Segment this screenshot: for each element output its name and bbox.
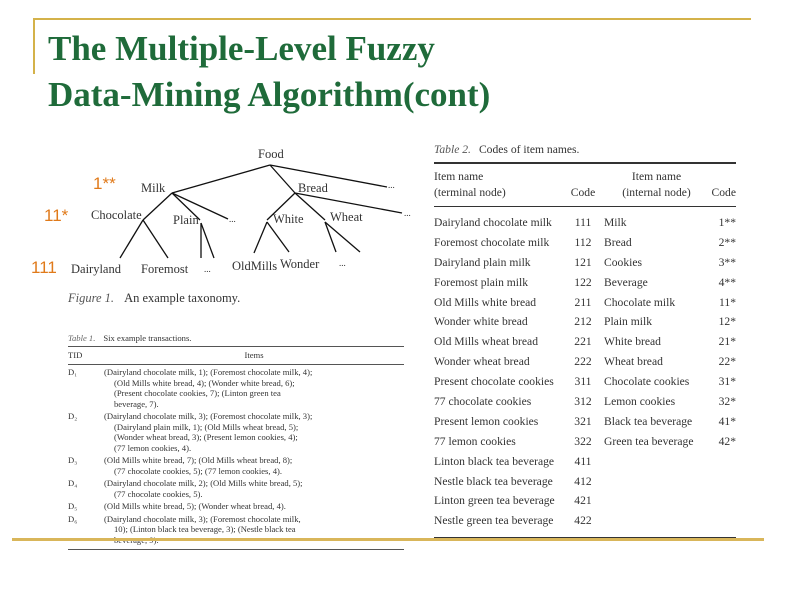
items-line: (Dairyland chocolate milk, 3); (Foremost chocolate milk, — [104, 513, 301, 524]
internal-code-cell — [709, 452, 736, 472]
table2-caption-text: Codes of item names. — [478, 143, 580, 156]
items-cell — [104, 367, 404, 409]
taxonomy-figure — [0, 0, 420, 320]
table1-caption-text: Six example transactions. — [103, 333, 192, 343]
node-white: White — [273, 212, 304, 226]
level-code-3: 111 — [31, 258, 57, 277]
header-internal-node — [599, 169, 709, 201]
terminal-code-cell: 212 — [574, 315, 592, 329]
internal-code-cell: 3** — [718, 255, 736, 269]
header-line: Item name — [434, 169, 484, 183]
node-plain: Plain — [173, 213, 199, 227]
header-line: (terminal node) — [434, 185, 506, 199]
internal-name-cell — [599, 511, 709, 531]
terminal-name-cell: Present chocolate cookies — [434, 375, 554, 389]
terminal-name-cell: Nestle black tea beverage — [434, 474, 553, 488]
terminal-name-cell: Dairyland chocolate milk — [434, 216, 552, 229]
internal-code-cell: 2** — [718, 235, 736, 249]
terminal-name-cell: Present lemon cookies — [434, 414, 539, 428]
terminal-code-cell: 312 — [574, 395, 592, 409]
internal-code-cell: 22* — [718, 355, 736, 369]
terminal-code-cell: 121 — [574, 255, 592, 269]
table1-header-rule — [68, 364, 404, 365]
internal-code-cell: 4** — [718, 275, 736, 289]
terminal-code-cell: 221 — [574, 335, 592, 349]
items-line: (77 lemon cookies, 4). — [114, 442, 192, 453]
table-row — [68, 367, 404, 409]
terminal-name-cell: Foremost plain milk — [434, 275, 529, 289]
header-code-internal: Code — [711, 185, 736, 199]
internal-name-cell: Milk — [604, 216, 627, 229]
title-line-2: Data-Mining Algorithm(cont) — [48, 75, 491, 114]
items-cell — [104, 501, 404, 512]
internal-code-cell — [709, 511, 736, 531]
node-bread: Bread — [298, 181, 328, 195]
node-wheat: Wheat — [330, 210, 363, 224]
table-row — [434, 233, 736, 253]
tid-cell: D₂ — [68, 411, 78, 421]
internal-name-cell: Chocolate milk — [604, 295, 676, 309]
header-terminal-node — [434, 169, 567, 201]
internal-code-cell: 41* — [718, 414, 736, 428]
node-food: Food — [258, 147, 284, 161]
terminal-code-cell: 421 — [574, 494, 592, 508]
header-code: Code — [570, 185, 596, 199]
table-row — [434, 253, 736, 273]
tid-cell: D₃ — [68, 455, 78, 465]
table1-header-tid: TID — [68, 350, 83, 360]
table-row — [434, 332, 736, 352]
items-line: (Dairyland chocolate milk, 2); (Old Mills white bread, 5); — [104, 478, 303, 488]
items-line: (Old Mills white bread, 4); (Wonder white bread, 6); — [114, 377, 295, 388]
terminal-code-cell: 422 — [574, 514, 592, 528]
table-row — [434, 213, 736, 233]
table-item-codes — [434, 143, 736, 539]
table-row — [434, 412, 736, 432]
terminal-code-cell: 322 — [574, 434, 592, 448]
items-line: (Dairyland chocolate milk, 3); (Foremost chocolate milk, 3); — [104, 411, 313, 421]
items-line: (Dairyland chocolate milk, 1); (Foremost chocolate milk, 4); — [104, 367, 313, 377]
terminal-code-cell: 412 — [574, 474, 592, 488]
table-row — [434, 511, 736, 531]
table-row — [68, 411, 404, 453]
header-line: Item name — [631, 169, 682, 183]
terminal-code-cell: 122 — [574, 275, 592, 289]
level-code-2: 11* — [44, 206, 69, 225]
internal-name-cell: Plain milk — [604, 315, 652, 329]
header-line: (internal node) — [622, 185, 691, 199]
internal-name-cell: Green tea beverage — [604, 434, 694, 448]
tid-cell: D₆ — [68, 513, 78, 524]
internal-name-cell: Chocolate cookies — [604, 375, 690, 389]
terminal-name-cell: Linton green tea beverage — [434, 494, 555, 508]
internal-name-cell: White bread — [604, 335, 661, 349]
tid-cell: D₄ — [68, 478, 78, 488]
title-line-1: The Multiple-Level Fuzzy — [48, 29, 435, 68]
table-row — [68, 478, 404, 499]
figure-caption-label: Figure 1. — [68, 291, 115, 305]
terminal-name-cell: Dairyland plain milk — [434, 255, 531, 269]
node-wheat-more: ... — [339, 258, 346, 268]
table-row — [68, 455, 404, 476]
terminal-name-cell: Linton black tea beverage — [434, 454, 555, 468]
table-row — [434, 352, 736, 372]
table1-caption — [68, 333, 404, 343]
terminal-name-cell: 77 lemon cookies — [434, 434, 516, 448]
terminal-name-cell: 77 chocolate cookies — [434, 395, 532, 409]
internal-name-cell: Bread — [604, 235, 632, 249]
figure-caption-text: An example taxonomy. — [124, 291, 241, 305]
terminal-name-cell: Nestle green tea beverage — [434, 514, 554, 528]
terminal-code-cell: 222 — [574, 355, 592, 369]
node-foremost: Foremost — [141, 262, 189, 276]
terminal-name-cell: Wonder wheat bread — [434, 355, 530, 369]
table-transactions — [68, 333, 404, 550]
internal-code-cell — [709, 491, 736, 511]
internal-code-cell: 12* — [718, 315, 736, 329]
table1-caption-label: Table 1. — [68, 333, 96, 343]
items-line: (Wonder wheat bread, 3); (Present lemon cookies, 4); — [114, 432, 298, 442]
table-row — [434, 452, 736, 472]
node-plain-more: ... — [204, 264, 211, 274]
table-row — [434, 372, 736, 392]
node-milk-more: ... — [229, 214, 236, 224]
tid-cell: D₁ — [68, 367, 78, 377]
items-line: (77 chocolate cookies, 5); (77 lemon cookies, 4). — [114, 465, 283, 476]
table2-body — [434, 207, 736, 537]
items-line: (Old Mills white bread, 7); (Old Mills wheat bread, 8); — [104, 455, 293, 465]
node-chocolate: Chocolate — [91, 208, 142, 222]
bottom-decorative-rule — [12, 538, 764, 541]
internal-name-cell: Beverage — [604, 275, 648, 289]
tid-cell: D₅ — [68, 501, 78, 511]
table1-header-items: Items — [244, 350, 264, 360]
table-row — [434, 392, 736, 412]
items-line: (Dairyland plain milk, 1); (Old Mills wheat bread, 5); — [114, 421, 299, 432]
items-line: 10); (Linton black tea beverage, 3); (Nestle black tea — [114, 524, 296, 534]
internal-code-cell: 21* — [718, 335, 736, 349]
table1-header — [68, 347, 404, 364]
terminal-code-cell: 111 — [574, 216, 592, 229]
table-row — [434, 273, 736, 293]
items-line: beverage, 7). — [114, 398, 159, 409]
terminal-code-cell: 311 — [574, 375, 592, 389]
table2-caption — [434, 143, 736, 156]
internal-name-cell — [599, 472, 709, 492]
node-root-more: ... — [388, 180, 395, 190]
node-wonder: Wonder — [280, 257, 320, 271]
internal-code-cell: 11* — [719, 295, 736, 309]
terminal-code-cell: 411 — [574, 454, 592, 468]
table-row — [434, 293, 736, 313]
terminal-code-cell: 112 — [574, 235, 592, 249]
table-row — [68, 501, 404, 512]
figure-caption — [68, 291, 240, 306]
table1-bottom-rule — [68, 549, 404, 550]
terminal-code-cell: 211 — [574, 295, 592, 309]
table2-caption-label: Table 2. — [434, 143, 471, 156]
node-milk: Milk — [141, 181, 166, 195]
table-row — [434, 312, 736, 332]
internal-code-cell: 31* — [718, 375, 736, 389]
internal-name-cell: Wheat bread — [604, 355, 663, 369]
table-row — [434, 491, 736, 511]
terminal-name-cell: Foremost chocolate milk — [434, 235, 550, 249]
internal-name-cell — [599, 452, 709, 472]
node-dairyland: Dairyland — [71, 262, 121, 276]
internal-code-cell: 32* — [718, 395, 736, 409]
internal-code-cell: 1** — [718, 216, 736, 229]
items-line: (Present chocolate cookies, 7); (Linton green tea — [114, 388, 281, 398]
level-code-1: 1** — [93, 174, 116, 193]
table-row — [434, 432, 736, 452]
node-oldmills: OldMills — [232, 259, 278, 273]
internal-name-cell: Cookies — [604, 255, 643, 269]
table-row — [434, 472, 736, 492]
items-cell — [104, 478, 404, 499]
internal-name-cell — [599, 491, 709, 511]
items-cell — [104, 411, 404, 453]
internal-name-cell: Lemon cookies — [604, 395, 676, 409]
terminal-name-cell: Old Mills wheat bread — [434, 335, 538, 349]
items-cell — [104, 455, 404, 476]
internal-code-cell: 42* — [718, 434, 736, 448]
items-line: (Old Mills white bread, 5); (Wonder wheat bread, 4). — [104, 501, 286, 511]
table2-header — [434, 164, 736, 206]
terminal-code-cell: 321 — [574, 414, 592, 428]
node-bread-more: ... — [404, 208, 411, 218]
terminal-name-cell: Old Mills white bread — [434, 295, 537, 309]
internal-name-cell: Black tea beverage — [604, 414, 693, 428]
items-line: (77 chocolate cookies, 5). — [114, 488, 203, 499]
internal-code-cell — [709, 472, 736, 492]
terminal-name-cell: Wonder white bread — [434, 315, 528, 329]
